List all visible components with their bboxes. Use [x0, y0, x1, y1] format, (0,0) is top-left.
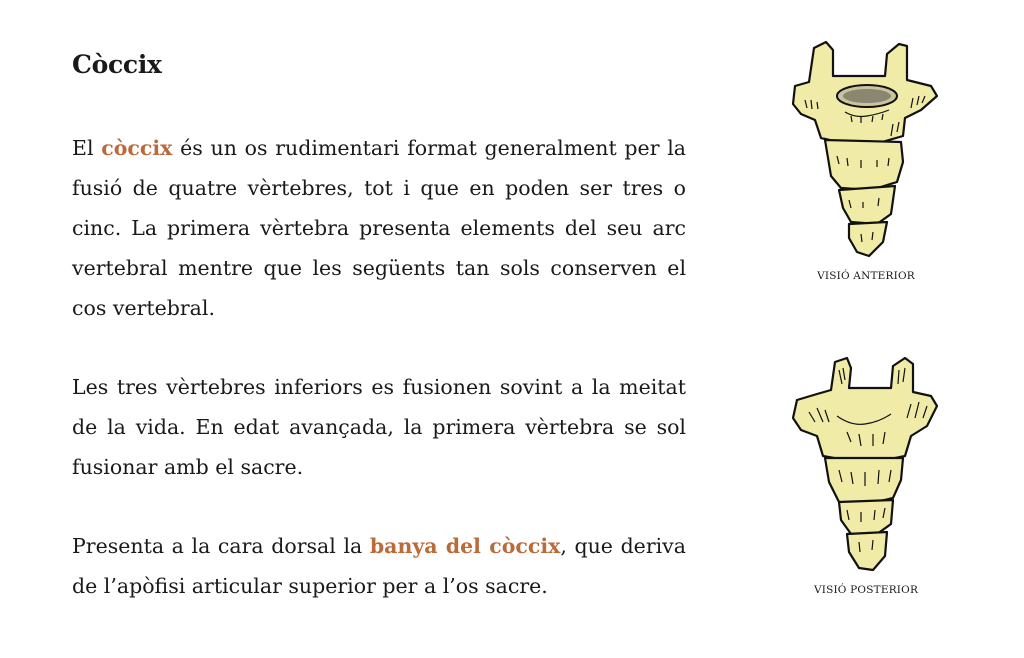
page-title: Còccix [72, 50, 162, 79]
paragraph-1 [72, 128, 686, 328]
caption-posterior: VISIÓ POSTERIOR [813, 584, 919, 596]
p3-text-start: Presenta a la cara dorsal la [72, 534, 370, 558]
coccyx-anterior-illustration [781, 38, 951, 266]
figure-anterior [766, 38, 966, 282]
p1-text-end: és un os rudimentari format generalment per la fusió de quatre vèrtebres, tot i que en poden ser tres o cinc. La primera vèrtebra presenta elements del seu arc vertebral mentre que les següents tan sols conserven el cos vertebral. [72, 136, 686, 320]
p3-text-end: , que deriva de l’apòfisi articular superior per a l’os sacre. [72, 534, 686, 598]
caption-anterior: VISIÓ ANTERIOR [817, 270, 915, 282]
coccyx-posterior-illustration [781, 352, 951, 580]
article-body [72, 128, 686, 645]
figure-posterior [766, 352, 966, 596]
p1-text-start: El [72, 136, 102, 160]
paragraph-2: Les tres vèrtebres inferiors es fusionen sovint a la meitat de la vida. En edat avançada, la primera vèrtebra se sol fusionar amb el sacre. [72, 375, 686, 479]
term-coccix: còccix [101, 136, 173, 160]
paragraph-3 [72, 526, 686, 606]
term-banya-del-coccix: banya del còccix [369, 534, 561, 558]
